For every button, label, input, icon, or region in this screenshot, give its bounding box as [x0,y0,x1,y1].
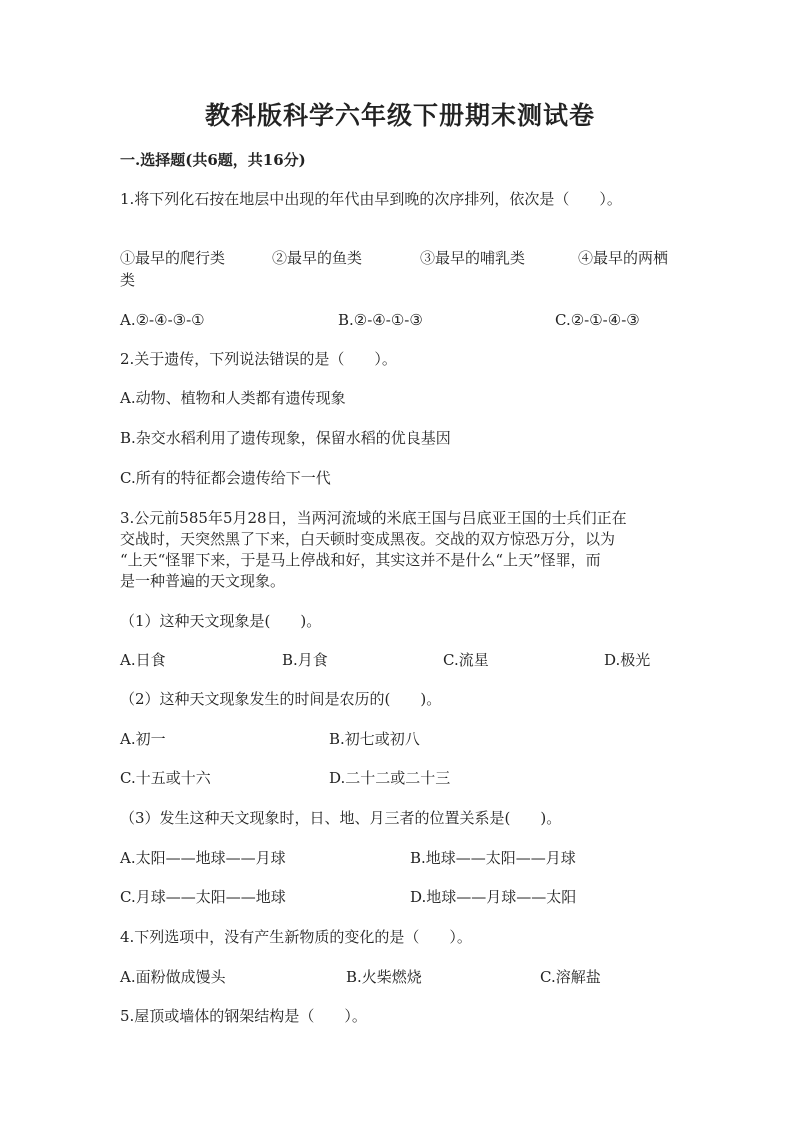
q3-sub1-option-d: D.极光 [604,651,651,669]
q1-item-1: ①最早的爬行类 [120,249,226,267]
section-heading: 一.选择题(共6题，共16分) [120,151,306,169]
q1-item-2: ②最早的鱼类 [272,249,363,267]
q3-sub3-option-a: A.太阳——地球——月球 [120,849,286,867]
q3-sub3-option-b: B.地球——太阳——月球 [410,849,576,867]
q3-sub2-stem: （2）这种天文现象发生的时间是农历的( )。 [120,690,442,708]
q3-sub2-option-d: D.二十二或二十三 [329,769,451,787]
q3-sub3-option-d: D.地球——月球——太阳 [410,888,577,906]
q3-sub3-stem: （3）发生这种天文现象时，日、地、月三者的位置关系是( )。 [120,809,562,827]
q4-option-a: A.面粉做成馒头 [120,968,226,986]
q3-sub1-stem: （1）这种天文现象是( )。 [120,612,322,630]
q2-option-c: C.所有的特征都会遗传给下一代 [120,469,331,487]
q1-option-c: C.②-①-④-③ [555,311,640,329]
question-4-stem: 4.下列选项中，没有产生新物质的变化的是（ ）。 [120,928,472,946]
q2-option-b: B.杂交水稻利用了遗传现象，保留水稻的优良基因 [120,429,451,447]
question-3-stem-line-2: 交战时，天突然黑了下来，白天顿时变成黑夜。交战的双方惊恐万分，以为 [120,530,616,548]
q3-sub2-option-a: A.初一 [120,730,166,748]
q3-sub1-option-a: A.日食 [120,651,166,669]
q2-option-a: A.动物、植物和人类都有遗传现象 [120,389,346,407]
q3-sub2-option-c: C.十五或十六 [120,769,211,787]
q1-item-4: ④最早的两栖 [578,249,669,267]
question-1-stem: 1.将下列化石按在地层中出现的年代由早到晚的次序排列，依次是（ ）。 [120,190,622,208]
q1-option-a: A.②-④-③-① [120,311,205,329]
q3-sub2-option-b: B.初七或初八 [329,730,420,748]
question-3-stem-line-1: 3.公元前585年5月28日，当两河流域的米底王国与吕底亚王国的士兵们正在 [120,509,627,527]
q1-item-3: ③最早的哺乳类 [420,249,526,267]
question-3-stem-line-4: 是一种普遍的天文现象。 [120,572,286,590]
question-2-stem: 2.关于遗传，下列说法错误的是（ ）。 [120,350,397,368]
q4-option-b: B.火柴燃烧 [346,968,422,986]
q4-option-c: C.溶解盐 [540,968,601,986]
q3-sub3-option-c: C.月球——太阳——地球 [120,888,286,906]
question-5-stem: 5.屋顶或墙体的钢架结构是（ ）。 [120,1007,367,1025]
question-3-stem-line-3: “上天“怪罪下来，于是马上停战和好，其实这并不是什么“上天”怪罪，而 [120,551,601,569]
page-title: 教科版科学六年级下册期末测试卷 [204,101,595,130]
q1-option-b: B.②-④-①-③ [338,311,423,329]
q1-item-4-tail: 类 [120,271,136,289]
q3-sub1-option-b: B.月食 [282,651,328,669]
q3-sub1-option-c: C.流星 [443,651,489,669]
